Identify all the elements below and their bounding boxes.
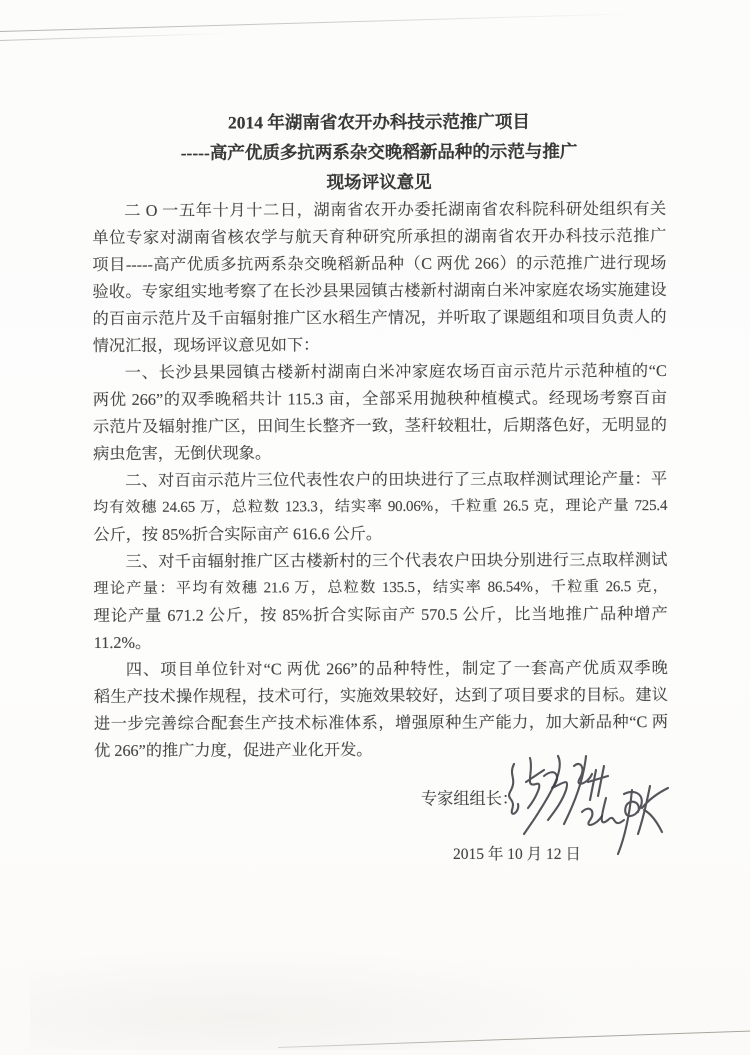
doc-line: 均有效穗 24.65 万，总粒数 123.3，结实率 90.06%，千粒重 26.5 克，理论产量 725.4: [93, 497, 668, 517]
intro-paragraph: [92, 196, 667, 360]
title-line-3: 现场评议意见: [326, 171, 432, 193]
doc-line: 项目-----高产优质多抗两系杂交晚稻新品种（C 两优 266）的示范推广进行现场: [92, 253, 667, 275]
doc-line: 二 O 一五年十月十二日，湖南省农开办委托湖南省农科院科研处组织有关: [124, 199, 667, 220]
document-title: [92, 106, 666, 198]
doc-line: 一、长沙县果园镇古楼新村湖南白米冲家庭农场百亩示范片示范种植的“C: [124, 361, 667, 382]
doc-line: 进一步完善综合配套生产技术标准体系，增强原种生产能力，加大新品种“C 两: [93, 712, 669, 733]
section-1-paragraph: [93, 358, 667, 468]
document-body: [92, 106, 668, 765]
scan-edge-line-bottom: [278, 1030, 750, 1049]
doc-line: 理论产量：平均有效穗 21.6 万，总粒数 135.5，结实率 86.54%，千粒重 26.5 克，: [93, 578, 668, 598]
doc-line: 稻生产技术操作规程，技术可行，实施效果较好，达到了项目要求的目标。建议: [93, 685, 668, 707]
doc-line: 单位专家对湖南省核农学与航天育种研究所承担的湖南省农开办科技示范推广: [92, 226, 667, 248]
doc-line: 三、对千亩辐射推广区古楼新村的三个代表农户田块分别进行三点取样测试: [125, 550, 668, 571]
signature-label: 专家组组长：: [421, 790, 519, 808]
date-line: 2015 年 10 月 12 日: [453, 846, 581, 863]
doc-line: 四、项目单位针对“C 两优 266”的品种特性，制定了一套高产优质双季晚: [125, 658, 668, 679]
doc-line: 示范片及辐射推广区，田间生长整齐一致，茎秆较粗壮，后期落色好，无明显的: [92, 415, 667, 437]
scan-edge-line-top-2: [0, 33, 230, 41]
scan-shadow-bottom: [30, 950, 630, 1050]
doc-line: 的百亩示范片及千亩辐射推广区水稻生产情况，并听取了课题组和项目负责人的: [92, 307, 667, 329]
doc-line: 两优 266”的双季晚稻共计 115.3 亩，全部采用抛秧种植模式。经现场考察百亩: [92, 388, 667, 410]
doc-line: 11.2%。: [93, 633, 152, 653]
doc-line: 公斤，按 85%折合实际亩产 616.6 公斤。: [93, 524, 383, 545]
section-3-paragraph: [93, 547, 667, 657]
scan-edge-line-top: [0, 13, 640, 32]
doc-line: 病虫危害，无倒伏现象。: [93, 444, 272, 464]
doc-line: 理论产量 671.2 公斤，按 85%折合实际亩产 570.5 公斤，比当地推广品种增产: [93, 604, 668, 626]
doc-line: 优 266”的推广力度，促进产业化开发。: [94, 741, 373, 760]
doc-line: 验收。专家组实地考察了在长沙县果园镇古楼新村湖南白米冲家庭农场实施建设: [92, 280, 667, 302]
doc-line: 情况汇报，现场评议意见如下：: [92, 336, 320, 356]
title-line-1: 2014 年湖南省农开办科技示范推广项目: [227, 111, 530, 133]
section-2-paragraph: [93, 466, 667, 549]
title-line-2: -----高产优质多抗两系杂交晚稻新品种的示范与推广: [180, 141, 578, 163]
doc-line: 二、对百亩示范片三位代表性农户的田块进行了三点取样测试理论产量：平: [125, 469, 668, 490]
